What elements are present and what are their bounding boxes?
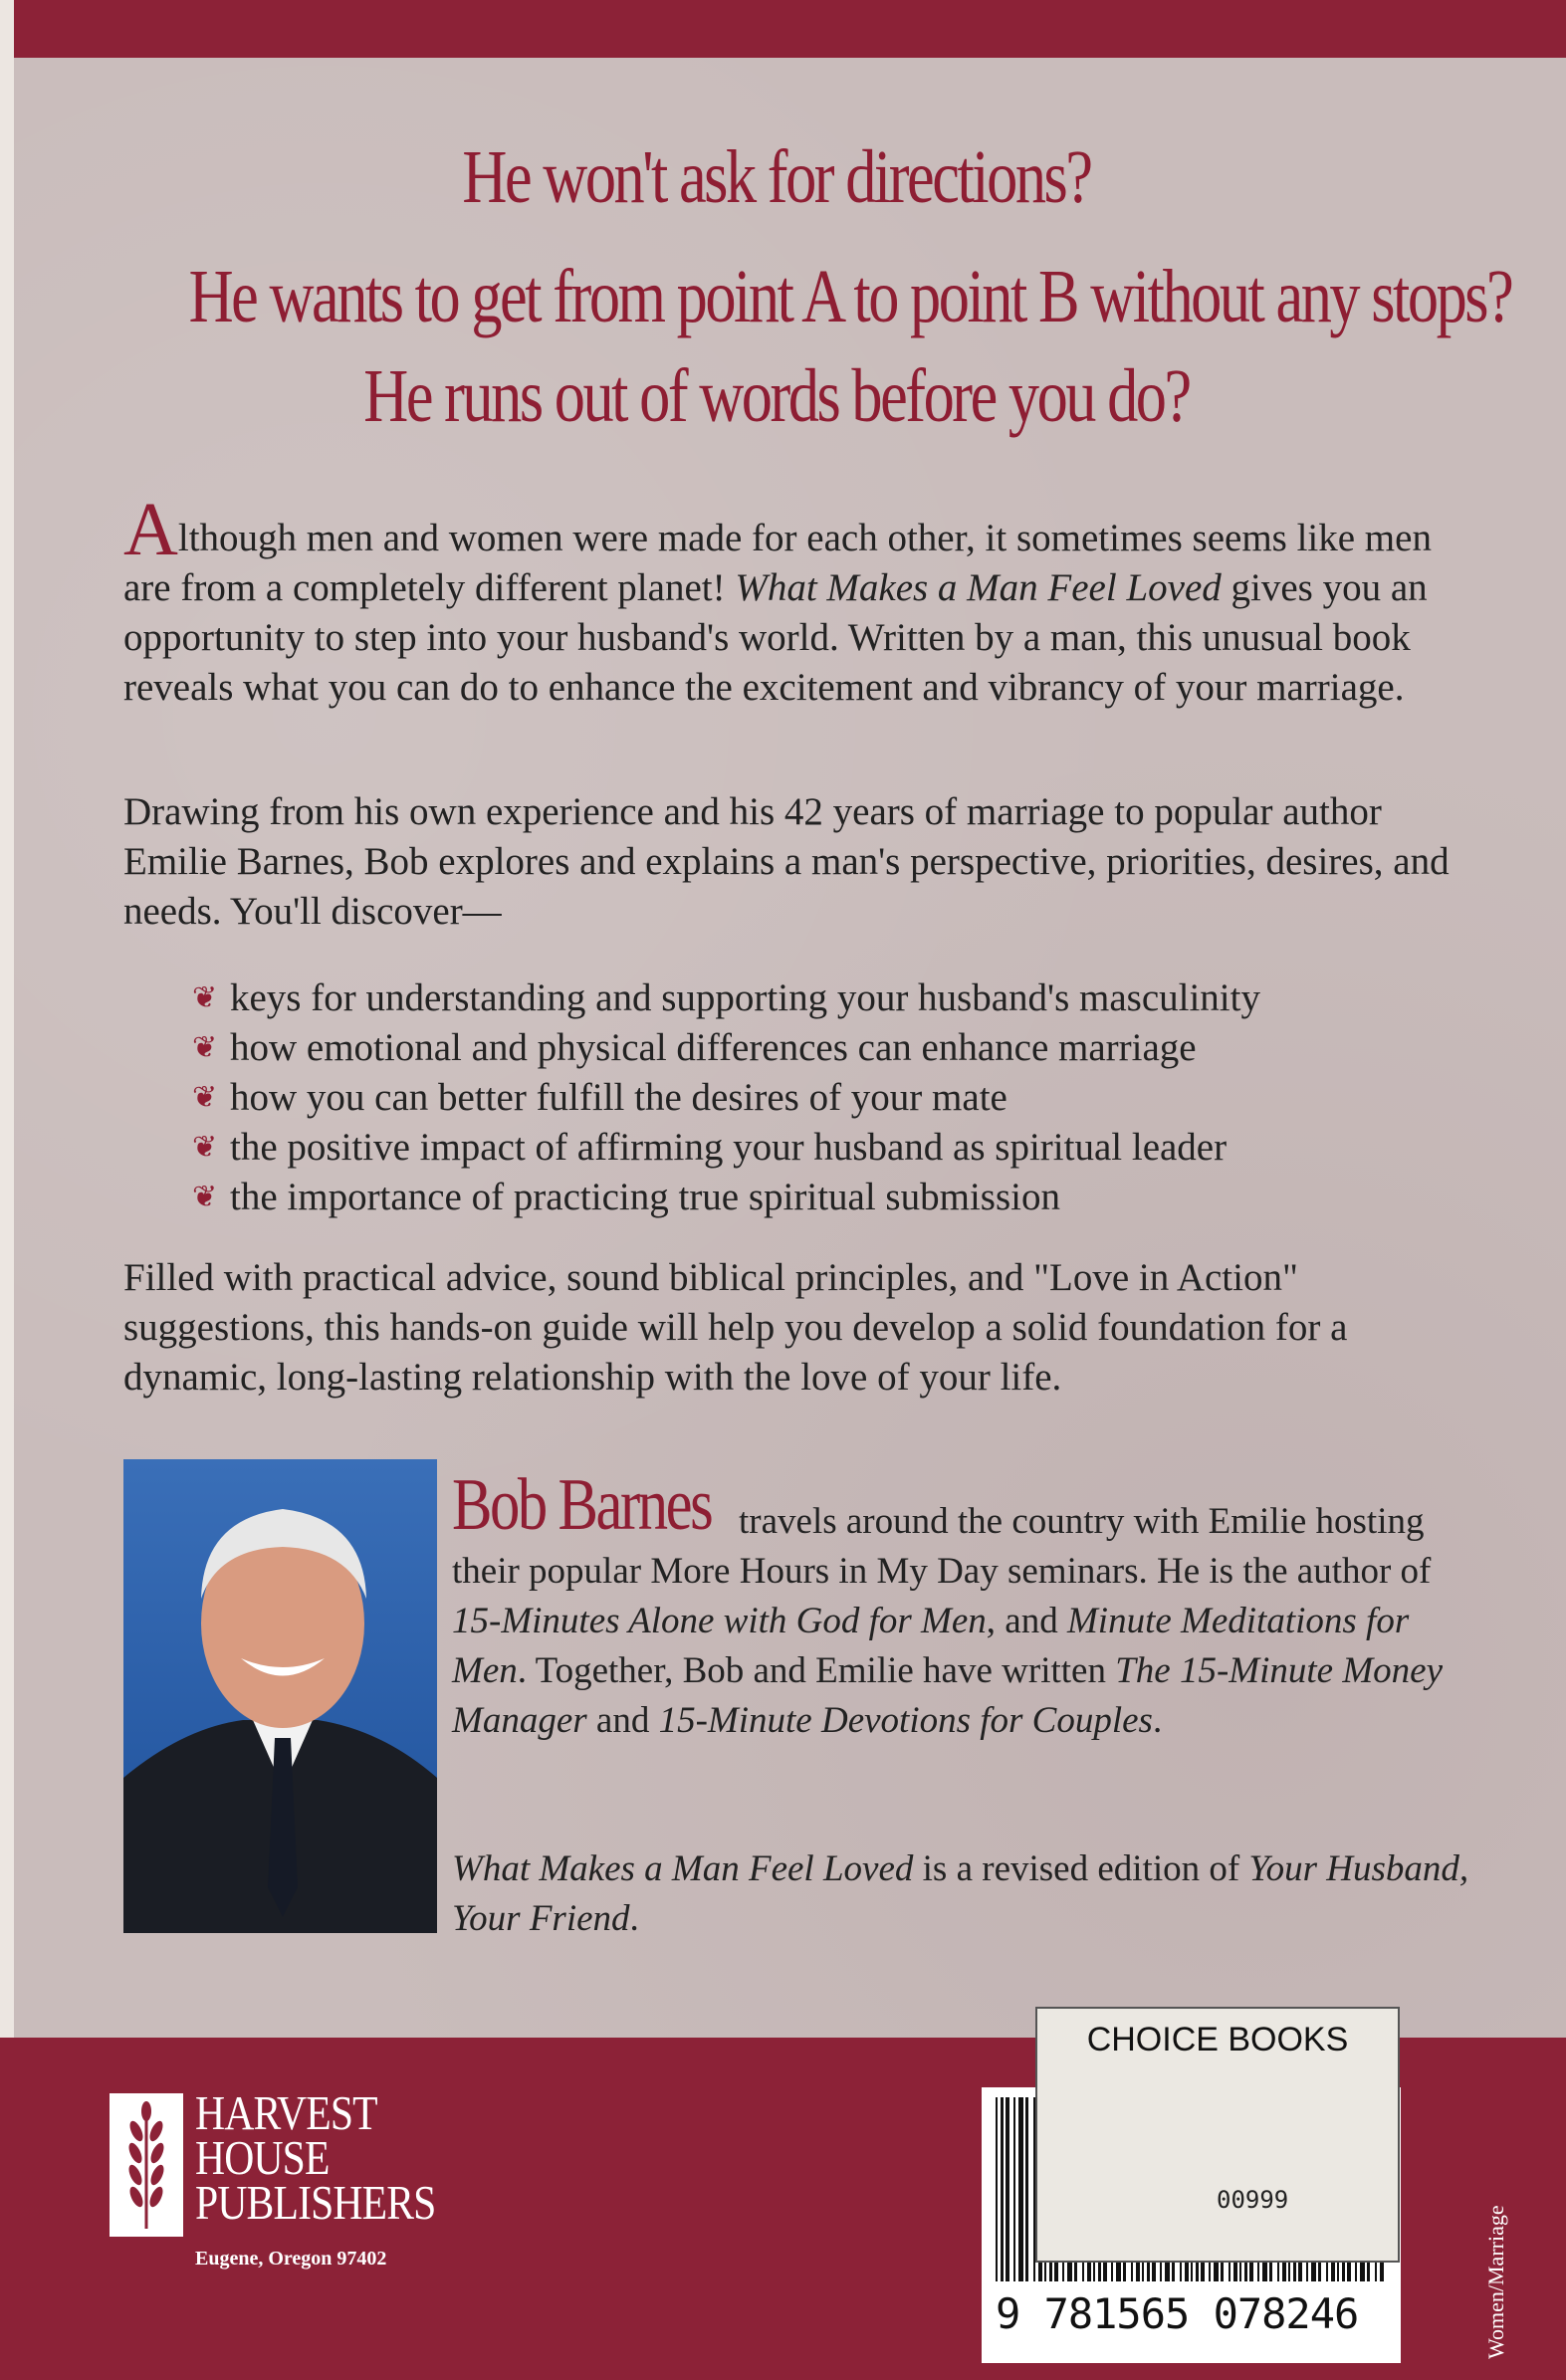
bio-text: travels around the country with Emilie hosting their popular More Hours in My Day seminars. He is the author of — [452, 1501, 1432, 1592]
edition-text: is a revised edition of — [913, 1848, 1249, 1889]
bio-book-title: Minute Meditations for Men — [452, 1601, 1410, 1691]
experience-paragraph: Drawing from his own experience and his 42 years of marriage to popular author Emilie Barnes, Bob explores and explains a man's perspective, priorities, desires, and needs. You'll discover— — [123, 790, 1450, 933]
edition-text: . — [629, 1898, 639, 1939]
discover-list — [192, 974, 1486, 1222]
sticker-number: 00999 — [1217, 2186, 1289, 2214]
author-name: Bob Barnes — [452, 1464, 712, 1546]
bio-book-title: 15-Minutes Alone with God for Men — [452, 1601, 987, 1641]
category-label: Women/Marriage — [1483, 2205, 1508, 2359]
heart-leaf-icon: ❦ — [192, 981, 218, 1014]
edition-note — [452, 1844, 1487, 1944]
publisher-name-line: HARVEST — [195, 2085, 377, 2140]
price-sticker — [1035, 2007, 1400, 2263]
headline-line-1: He won't ask for directions? — [462, 135, 1091, 219]
publisher-address: Eugene, Oregon 97402 — [195, 2248, 387, 2270]
list-item — [192, 1173, 1486, 1222]
author-photo — [123, 1459, 437, 1933]
wheat-logo-icon — [110, 2093, 183, 2237]
list-item-text: how you can better fulfill the desires of your mate — [230, 1076, 1007, 1119]
bio-text: . Together, Bob and Emilie have written — [517, 1650, 1116, 1691]
isbn-number: 9 781565 078246 — [996, 2289, 1359, 2338]
heart-leaf-icon: ❦ — [192, 1131, 218, 1164]
headline-line-3: He runs out of words before you do? — [363, 354, 1190, 438]
sticker-title: CHOICE BOOKS — [1086, 2021, 1349, 2058]
intro-paragraph — [123, 488, 1477, 713]
barcode-bar — [1018, 2097, 1023, 2281]
intro-text-end: gives you an opportunity to step into your husband's world. Written by a man, this unusual book reveals what you can do to enhance the excitement and vibrancy of your marriage. — [123, 566, 1428, 709]
list-item-text: the importance of practicing true spiritual submission — [230, 1176, 1060, 1218]
bio-book-title: The 15-Minute Money Manager — [452, 1650, 1444, 1741]
barcode-bar — [996, 2097, 998, 2281]
edition-new-title: What Makes a Man Feel Loved — [452, 1848, 914, 1889]
heart-leaf-icon: ❦ — [192, 1081, 218, 1114]
drop-cap: A — [123, 488, 178, 571]
list-item — [192, 1023, 1486, 1073]
bio-text: and — [586, 1700, 659, 1741]
list-item-text: the positive impact of affirming your husband as spiritual leader — [230, 1126, 1228, 1169]
publisher-name-line: HOUSE — [195, 2130, 330, 2185]
summary-paragraph: Filled with practical advice, sound biblical principles, and "Love in Action" suggestions, this hands-on guide will help you develop a solid foundation for a dynamic, long-lasting relationship with the love of your life. — [123, 1256, 1348, 1399]
barcode-bar — [1006, 2097, 1009, 2281]
top-color-band — [14, 0, 1566, 58]
publisher-name — [195, 2085, 436, 2230]
list-item — [192, 974, 1486, 1023]
barcode-bar — [1013, 2097, 1015, 2281]
author-bio — [452, 1497, 1487, 1746]
list-item — [192, 1073, 1486, 1123]
barcode-bar — [1025, 2097, 1028, 2281]
headline-line-2: He wants to get from point A to point B without any stops? — [188, 255, 1512, 338]
edition-old-title: Your Husband, Your Friend — [452, 1848, 1469, 1939]
publisher-name-line: PUBLISHERS — [195, 2175, 436, 2230]
heart-leaf-icon: ❦ — [192, 1031, 218, 1064]
list-item-text: keys for understanding and supporting your husband's masculinity — [230, 976, 1260, 1019]
list-item — [192, 1123, 1486, 1173]
bio-text: . — [1152, 1700, 1163, 1741]
list-item-text: how emotional and physical differences can enhance marriage — [230, 1026, 1197, 1069]
intro-text-start: lthough men and women were made for each other, it sometimes seems like men are from a completely different planet! — [123, 517, 1432, 609]
heart-leaf-icon: ❦ — [192, 1181, 218, 1213]
bio-text: , and — [986, 1601, 1067, 1641]
barcode-bar — [1001, 2097, 1004, 2281]
intro-book-title: What Makes a Man Feel Loved — [735, 566, 1222, 609]
bio-book-title: 15-Minute Devotions for Couples — [658, 1700, 1153, 1741]
